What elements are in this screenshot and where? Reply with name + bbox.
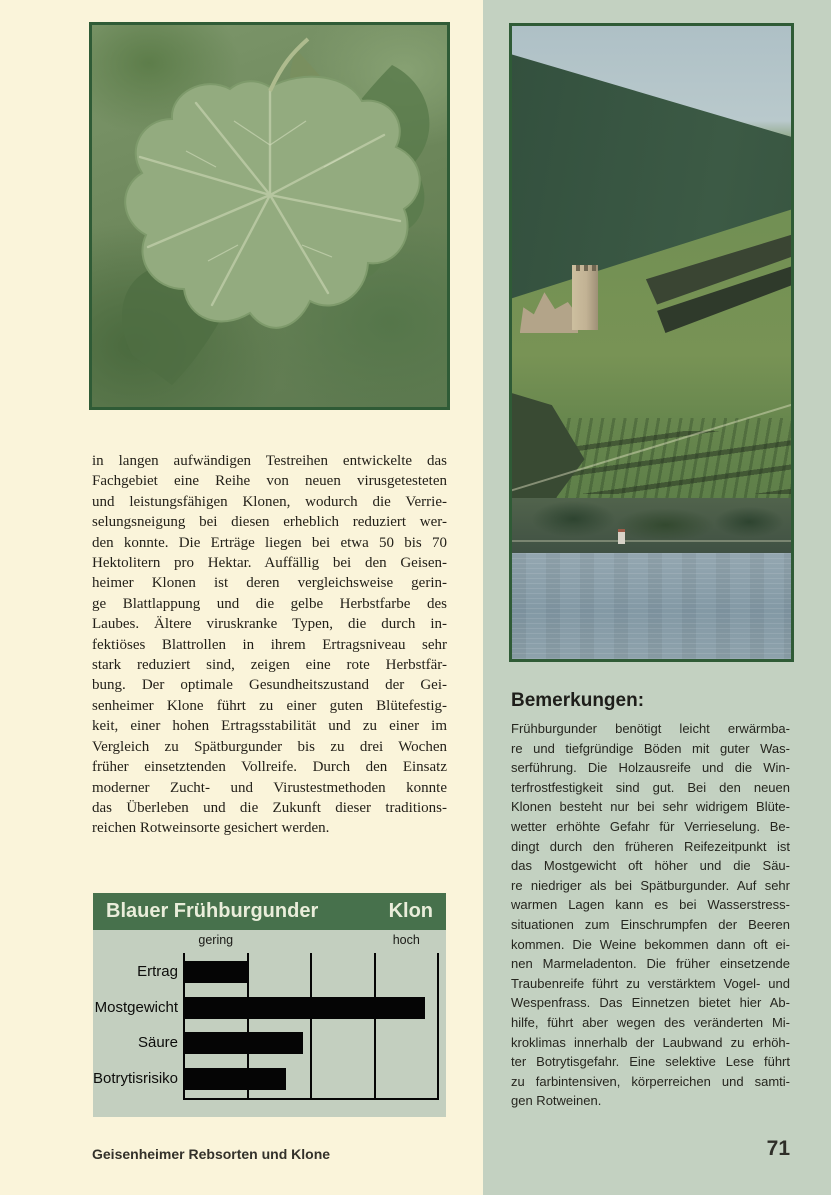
text-line: Klonen besteht nur bei sehr widrigem Blüte- — [511, 799, 790, 815]
castle-tower — [572, 265, 598, 330]
text-line: re und tiefgründige Böden mit guter Was- — [511, 740, 790, 756]
value-bar — [184, 997, 425, 1019]
text-line: kroklimas innerhalb der Laubwand zu erhöh- — [511, 1034, 790, 1050]
text-line: reichen Rotweinsorte gesichert werden. — [92, 820, 330, 837]
text-line: re niedriger als bei Spätburgunder. Auf sehr — [511, 877, 790, 893]
running-footer: Geisenheimer Rebsorten und Klone — [92, 1146, 331, 1162]
grape-leaf-illustration — [92, 25, 447, 407]
text-line: ge Blattlappung und die gelbe Herbstfarbe des — [92, 595, 447, 612]
text-line: kommen. Die Weine bekommen dann oft ei- — [511, 936, 790, 952]
clone-profile-chart — [93, 893, 446, 1117]
text-line: selungsneigung bei diesen erheblich reduziert wer- — [92, 514, 447, 531]
text-line: das Mostgewicht oft höher und die Säu- — [511, 858, 790, 874]
text-line: bung. Der optimale Gesundheitszustand der Gei- — [92, 677, 447, 694]
value-bar — [184, 1032, 303, 1054]
category-label: Ertrag — [137, 963, 178, 980]
text-line: gen Rotweinen. — [511, 1093, 602, 1109]
chart-header — [93, 893, 446, 930]
text-line: ter Botrytisgefahr. Eine selektive Lese führt — [511, 1054, 790, 1070]
text-line: in langen aufwändigen Testreihen entwickelte das — [92, 453, 447, 469]
remarks-heading: Bemerkungen: — [511, 690, 645, 711]
shore-trees — [512, 498, 791, 558]
text-line: Frühburgunder benötigt leicht erwärmba- — [511, 721, 790, 736]
page-number: 71 — [766, 1137, 790, 1160]
scale-label-low: gering — [198, 933, 234, 947]
chart-title-right: Klon — [388, 900, 433, 922]
text-line: heimer Klonen ist deren vergleichsweise gerin- — [92, 575, 447, 592]
text-line: senheimer Klone führt zu einer guten Blütefestig- — [92, 697, 447, 714]
text-line: fektiöses Blattrollen in ihrem Ertragsniveau sehr — [92, 636, 447, 653]
chart-title: Blauer Frühburgunder — [106, 900, 319, 922]
text-line: hilfe, führt aber wegen des veränderten Mi- — [511, 1014, 790, 1030]
text-line: und leistungsfähigen Klonen, wodurch die Verrie- — [92, 493, 447, 510]
body-paragraph — [92, 451, 447, 839]
text-line: nen Marmeladenton. Die früher einsetzende — [511, 956, 790, 972]
text-line: stark reduziert sind, zeigen eine rote Herbstfär- — [92, 657, 447, 674]
chart-plot-area — [93, 930, 446, 1117]
remarks-paragraph — [511, 719, 790, 1111]
text-line: serführung. Die Holzausreife und die Win- — [511, 760, 790, 776]
scale-label-high: hoch — [392, 933, 420, 947]
text-line: Hektolitern pro Hektar. Auffällig bei den Geisen- — [92, 555, 447, 572]
text-line: Fachgebiet eine Reihe von neuen virusgetesteten — [92, 473, 447, 490]
text-line: moderner Zucht- und Virustestmethoden konnte — [92, 779, 447, 796]
category-label: Mostgewicht — [94, 998, 178, 1016]
small-hut — [618, 529, 625, 544]
value-bar — [184, 961, 248, 983]
text-line: situationen zum Einschrumpfen der Beeren — [511, 916, 790, 932]
grape-leaf-photo — [89, 22, 450, 410]
text-line: wetter erhöhte Gefahr für Verrieselung. Be- — [511, 818, 790, 834]
vineyard-photo — [509, 23, 794, 662]
shore-wall — [512, 540, 791, 542]
text-line: keit, einer hohen Ertragsstabilität und zu einer im — [92, 718, 447, 735]
text-line: Wespenfrass. Das Einnetzen bietet hier Ab- — [511, 995, 790, 1011]
text-line: warmen Lagen kann es bei Wasserstress- — [511, 897, 790, 913]
axis-baseline — [183, 1098, 439, 1100]
text-line: Traubenreife führt zu verstärktem Vogel- und — [511, 975, 790, 991]
category-label: Säure — [137, 1034, 178, 1051]
castle-ruin-wall — [520, 289, 579, 333]
text-line: Vergleich zu Spätburgunder bis zu drei Wochen — [92, 738, 447, 755]
text-line: den konnte. Die Erträge liegen bei etwa 50 bis 70 — [92, 534, 447, 551]
text-line: dingt durch den früheren Reifezeitpunkt ist — [511, 838, 790, 854]
text-line: terfrostfestigkeit sind gut. Bei den neuen — [511, 779, 790, 795]
gridline — [437, 953, 439, 1100]
value-bar — [184, 1068, 286, 1090]
text-line: das Überleben und die Zukunft dieser traditions- — [92, 799, 447, 816]
rhine-water — [512, 553, 791, 659]
text-line: zu farbintensiven, körperreichen und samti- — [511, 1073, 790, 1089]
text-line: früher einsetztenden Vollreife. Durch den Einsatz — [92, 759, 447, 776]
gridline — [310, 953, 312, 1100]
text-line: Laubes. Ältere viruskranke Typen, die durch in- — [92, 616, 447, 633]
gridline — [374, 953, 376, 1100]
category-label: Botrytisrisiko — [93, 1069, 179, 1087]
